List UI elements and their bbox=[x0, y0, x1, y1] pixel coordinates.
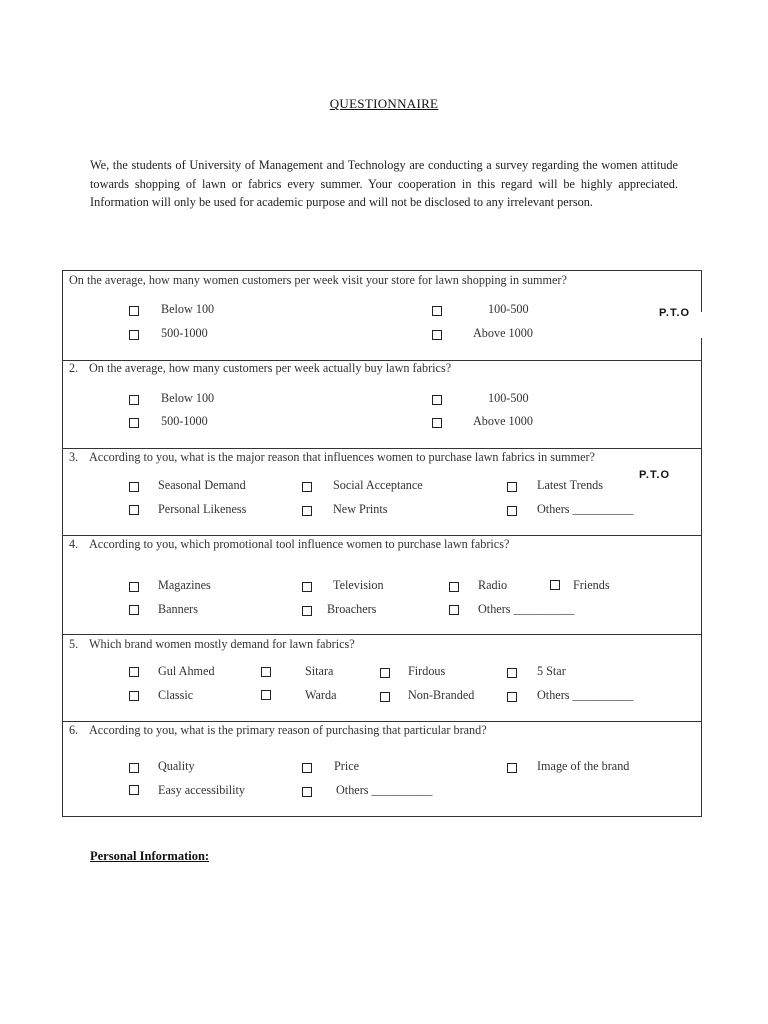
question-number: 6. bbox=[69, 723, 79, 737]
checkbox[interactable] bbox=[129, 763, 139, 773]
intro-paragraph: We, the students of University of Management and Technology are conducting a survey regarding the women attitude towards shopping of lawn or fabrics every summer. Your cooperation in this regard will be highly appreciated. Information will only be used for academic purpose and will not be disclosed to any irrelevant person. bbox=[90, 158, 678, 210]
checkbox[interactable] bbox=[507, 763, 517, 773]
checkbox[interactable] bbox=[380, 692, 390, 702]
option-label: Others __________ bbox=[478, 602, 575, 616]
question-1 bbox=[62, 270, 702, 360]
question-text bbox=[69, 637, 355, 652]
pto-label: P.T.O bbox=[659, 307, 691, 319]
checkbox[interactable] bbox=[129, 582, 139, 592]
question-6 bbox=[62, 721, 702, 816]
checkbox[interactable] bbox=[302, 506, 312, 516]
checkbox[interactable] bbox=[507, 668, 517, 678]
checkbox[interactable] bbox=[507, 692, 517, 702]
questionnaire-table bbox=[62, 270, 702, 816]
question-text bbox=[69, 273, 567, 288]
question-2 bbox=[62, 360, 702, 448]
question-number: 2. bbox=[69, 361, 79, 375]
option-label: Radio bbox=[478, 578, 508, 592]
option-label: 100-500 bbox=[488, 391, 529, 405]
table-bottom-border bbox=[62, 816, 702, 817]
option-label: Gul Ahmed bbox=[158, 664, 215, 678]
personal-information-heading: Personal Information: bbox=[90, 849, 210, 863]
question-text-label: According to you, which promotional tool influence women to purchase lawn fabrics? bbox=[89, 537, 510, 551]
option-label: Others __________ bbox=[336, 783, 433, 797]
option-label: Quality bbox=[158, 759, 195, 773]
pto-label: P.T.O bbox=[639, 469, 671, 481]
option-label: 100-500 bbox=[488, 302, 529, 316]
checkbox[interactable] bbox=[432, 395, 442, 405]
question-text-label: Which brand women mostly demand for lawn fabrics? bbox=[89, 637, 355, 651]
checkbox[interactable] bbox=[302, 606, 312, 616]
question-number: 4. bbox=[69, 537, 79, 551]
option-label: Above 1000 bbox=[473, 326, 533, 340]
option-label: Television bbox=[333, 578, 384, 592]
checkbox[interactable] bbox=[449, 582, 459, 592]
checkbox[interactable] bbox=[129, 505, 139, 515]
option-label: Below 100 bbox=[161, 391, 215, 405]
checkbox[interactable] bbox=[302, 582, 312, 592]
checkbox[interactable] bbox=[432, 330, 442, 340]
checkbox[interactable] bbox=[129, 418, 139, 428]
checkbox[interactable] bbox=[129, 691, 139, 701]
question-text bbox=[69, 361, 451, 376]
checkbox[interactable] bbox=[129, 306, 139, 316]
checkbox[interactable] bbox=[507, 482, 517, 492]
question-number: 3. bbox=[69, 450, 79, 464]
option-label: Firdous bbox=[408, 664, 446, 678]
option-label: 5 Star bbox=[537, 664, 566, 678]
question-text-label: According to you, what is the major reason that influences women to purchase lawn fabrics in summer? bbox=[89, 450, 595, 464]
option-label: Others __________ bbox=[537, 688, 634, 702]
option-label: Social Acceptance bbox=[333, 478, 423, 492]
option-label: Below 100 bbox=[161, 302, 215, 316]
checkbox[interactable] bbox=[507, 506, 517, 516]
checkbox[interactable] bbox=[129, 785, 139, 795]
option-label: Friends bbox=[573, 578, 610, 592]
question-3 bbox=[62, 448, 702, 535]
option-label: Broachers bbox=[327, 602, 377, 616]
checkbox[interactable] bbox=[302, 763, 312, 773]
question-text bbox=[69, 450, 595, 465]
option-label: Above 1000 bbox=[473, 414, 533, 428]
question-text-label: On the average, how many women customers per week visit your store for lawn shopping in summer? bbox=[69, 273, 567, 287]
checkbox[interactable] bbox=[129, 395, 139, 405]
questionnaire-title: QUESTIONNAIRE bbox=[329, 96, 439, 111]
checkbox[interactable] bbox=[129, 482, 139, 492]
option-label: Image of the brand bbox=[537, 759, 630, 773]
option-label: Latest Trends bbox=[537, 478, 604, 492]
checkbox[interactable] bbox=[449, 605, 459, 615]
option-label: New Prints bbox=[333, 502, 388, 516]
question-text-label: According to you, what is the primary reason of purchasing that particular brand? bbox=[89, 723, 487, 737]
question-text bbox=[69, 537, 509, 552]
checkbox[interactable] bbox=[129, 605, 139, 615]
option-label: Classic bbox=[158, 688, 194, 702]
question-text bbox=[69, 723, 487, 738]
option-label: Easy accessibility bbox=[158, 783, 245, 797]
checkbox[interactable] bbox=[432, 418, 442, 428]
option-label: Magazines bbox=[158, 578, 211, 592]
checkbox[interactable] bbox=[302, 482, 312, 492]
option-label: Sitara bbox=[305, 664, 334, 678]
option-label: Non-Branded bbox=[408, 688, 475, 702]
question-5 bbox=[62, 634, 702, 721]
question-number: 5. bbox=[69, 637, 79, 651]
option-label: Personal Likeness bbox=[158, 502, 247, 516]
checkbox[interactable] bbox=[261, 667, 271, 677]
option-label: Seasonal Demand bbox=[158, 478, 246, 492]
checkbox[interactable] bbox=[302, 787, 312, 797]
checkbox[interactable] bbox=[129, 330, 139, 340]
checkbox[interactable] bbox=[261, 690, 271, 700]
checkbox[interactable] bbox=[550, 580, 560, 590]
question-text-label: On the average, how many customers per week actually buy lawn fabrics? bbox=[89, 361, 452, 375]
option-label: 500-1000 bbox=[161, 414, 208, 428]
option-label: Price bbox=[334, 759, 360, 773]
checkbox[interactable] bbox=[380, 668, 390, 678]
option-label: Banners bbox=[158, 602, 198, 616]
option-label: Others __________ bbox=[537, 502, 634, 516]
option-label: Warda bbox=[305, 688, 337, 702]
question-4 bbox=[62, 535, 702, 634]
option-label: 500-1000 bbox=[161, 326, 208, 340]
checkbox[interactable] bbox=[432, 306, 442, 316]
checkbox[interactable] bbox=[129, 667, 139, 677]
